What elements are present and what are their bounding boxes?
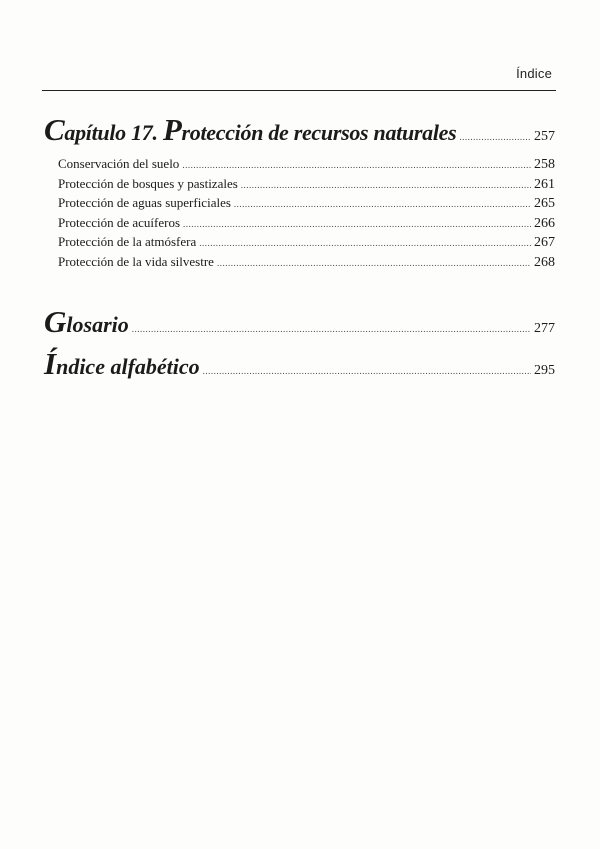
section-title: Protección de aguas superficiales [58, 195, 231, 210]
glossary-title-text: losario [66, 312, 129, 337]
dot-leader [182, 160, 531, 170]
section-title: Conservación del suelo [58, 156, 180, 171]
toc-section-entry[interactable] [58, 254, 554, 274]
section-title: Protección de bosques y pastizales [58, 175, 238, 191]
running-head: Índice [516, 66, 552, 81]
toc-index-entry[interactable] [44, 346, 554, 382]
index-initial: Í [44, 346, 57, 381]
index-page-number: 295 [534, 363, 555, 378]
glossary-page-number: 277 [534, 321, 555, 336]
dot-leader [203, 366, 531, 376]
section-title: Protección de la atmósfera [58, 234, 197, 249]
dot-leader [217, 258, 531, 268]
index-title [44, 346, 200, 382]
section-page-number: 261 [534, 176, 555, 192]
toc-section-list [58, 156, 554, 273]
header-rule [42, 90, 556, 91]
dot-leader [183, 219, 531, 229]
chapter-title [44, 112, 456, 148]
glossary-initial: G [44, 304, 67, 339]
section-page-number: 266 [534, 215, 555, 231]
glossary-title [44, 304, 129, 340]
chapter-page-number: 257 [534, 129, 555, 144]
section-page-number: 267 [534, 235, 555, 250]
toc-glossary-entry[interactable] [44, 304, 554, 340]
toc-section-entry[interactable] [58, 176, 554, 196]
dot-leader [199, 238, 531, 248]
dot-leader [241, 180, 531, 190]
toc-chapter-entry[interactable] [44, 112, 554, 148]
section-page-number: 268 [534, 254, 555, 270]
dot-leader [459, 132, 531, 142]
chapter-label: apítulo 17. [64, 120, 158, 145]
toc-section-entry[interactable] [58, 195, 554, 215]
chapter-initial: C [44, 112, 65, 147]
section-page-number: 258 [534, 157, 555, 172]
section-page-number: 265 [534, 196, 555, 211]
toc-section-entry[interactable] [58, 234, 554, 254]
dot-leader [234, 199, 531, 209]
section-title: Protección de la vida silvestre [58, 253, 214, 269]
dot-leader [132, 324, 531, 334]
toc-section-entry[interactable] [58, 215, 554, 235]
toc-section-entry[interactable] [58, 156, 554, 176]
chapter-title-initial: P [162, 112, 182, 147]
chapter-title-text: rotección de recursos naturales [181, 120, 457, 145]
section-title: Protección de acuíferos [58, 214, 181, 230]
index-title-text: ndice alfabético [56, 354, 200, 379]
